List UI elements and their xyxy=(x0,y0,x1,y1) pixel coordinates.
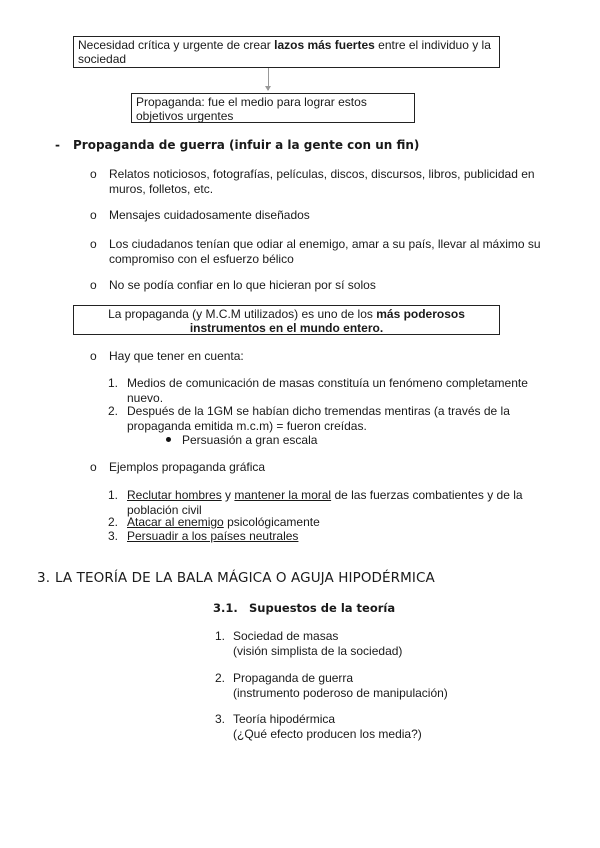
war-propaganda-heading: Propaganda de guerra (infuir a la gente con un fin) xyxy=(73,138,420,152)
list-item: Persuadir a los países neutrales xyxy=(127,529,299,543)
list-item: Relatos noticiosos, fotografías, películas, discos, discursos, libros, publicidad en muros, folletos, etc. xyxy=(109,167,535,196)
heading-dash: - xyxy=(55,138,60,152)
box2-line1: Propaganda: fue el medio para lograr estos xyxy=(136,95,367,109)
list-item: Ejemplos propaganda gráfica xyxy=(109,460,266,474)
bullet-marker: o xyxy=(90,278,97,292)
list-number: 3. xyxy=(215,712,226,726)
bullet-marker: o xyxy=(90,349,97,363)
sub-bullet-icon xyxy=(166,437,171,442)
list-item: Después de la 1GM se habían dicho tremendas mentiras (a través de la propaganda emitida m.c.m) = fueron creídas. xyxy=(127,404,510,433)
box1-text-post: entre el individuo y la xyxy=(374,38,491,52)
subsection-title: Supuestos de la teoría xyxy=(249,601,396,615)
bullet-marker: o xyxy=(90,167,97,181)
list-item: Mensajes cuidadosamente diseñados xyxy=(109,208,310,222)
list-item: Reclutar hombres y mantener la moral de las fuerzas combatientes y de la población civil xyxy=(127,488,523,517)
section-number: 3. xyxy=(37,570,51,586)
box1-text: Necesidad crítica y urgente de crear xyxy=(78,38,275,52)
list-number: 1. xyxy=(108,376,119,390)
section-title: LA TEORÍA DE LA BALA MÁGICA O AGUJA HIPODÉRMICA xyxy=(55,570,435,586)
list-item: Persuasión a gran escala xyxy=(182,433,318,447)
box1-line2: sociedad xyxy=(78,52,127,66)
list-number: 2. xyxy=(108,404,119,418)
box2-line2: objetivos urgentes xyxy=(136,109,234,123)
list-item: Hay que tener en cuenta: xyxy=(109,349,244,363)
list-item: Sociedad de masas (visión simplista de la sociedad) xyxy=(233,629,403,658)
list-item: Teoría hipodérmica (¿Qué efecto producen los media?) xyxy=(233,712,422,741)
bullet-marker: o xyxy=(90,460,97,474)
list-number: 1. xyxy=(215,629,226,643)
list-number: 3. xyxy=(108,529,119,543)
subsection-number: 3.1. xyxy=(213,601,238,615)
list-item: Los ciudadanos tenían que odiar al enemigo, amar a su país, llevar al máximo su compromiso con el esfuerzo bélico xyxy=(109,237,541,266)
down-arrow-icon xyxy=(268,68,269,90)
propaganda-box xyxy=(131,93,415,123)
list-number: 1. xyxy=(108,488,119,502)
list-number: 2. xyxy=(108,515,119,529)
bullet-marker: o xyxy=(90,237,97,251)
bullet-marker: o xyxy=(90,208,97,222)
critical-need-box xyxy=(73,36,500,68)
powerful-instruments-box: La propaganda (y M.C.M utilizados) es uno de los más poderosos instrumentos en el mundo entero. xyxy=(73,305,500,335)
list-item: Medios de comunicación de masas constituía un fenómeno completamente nuevo. xyxy=(127,376,528,405)
list-item: No se podía confiar en lo que hicieran por sí solos xyxy=(109,278,376,292)
list-number: 2. xyxy=(215,671,226,685)
list-item: Propaganda de guerra (instrumento poderoso de manipulación) xyxy=(233,671,448,700)
box1-bold: lazos más fuertes xyxy=(274,38,375,52)
list-item: Atacar al enemigo psicológicamente xyxy=(127,515,320,529)
